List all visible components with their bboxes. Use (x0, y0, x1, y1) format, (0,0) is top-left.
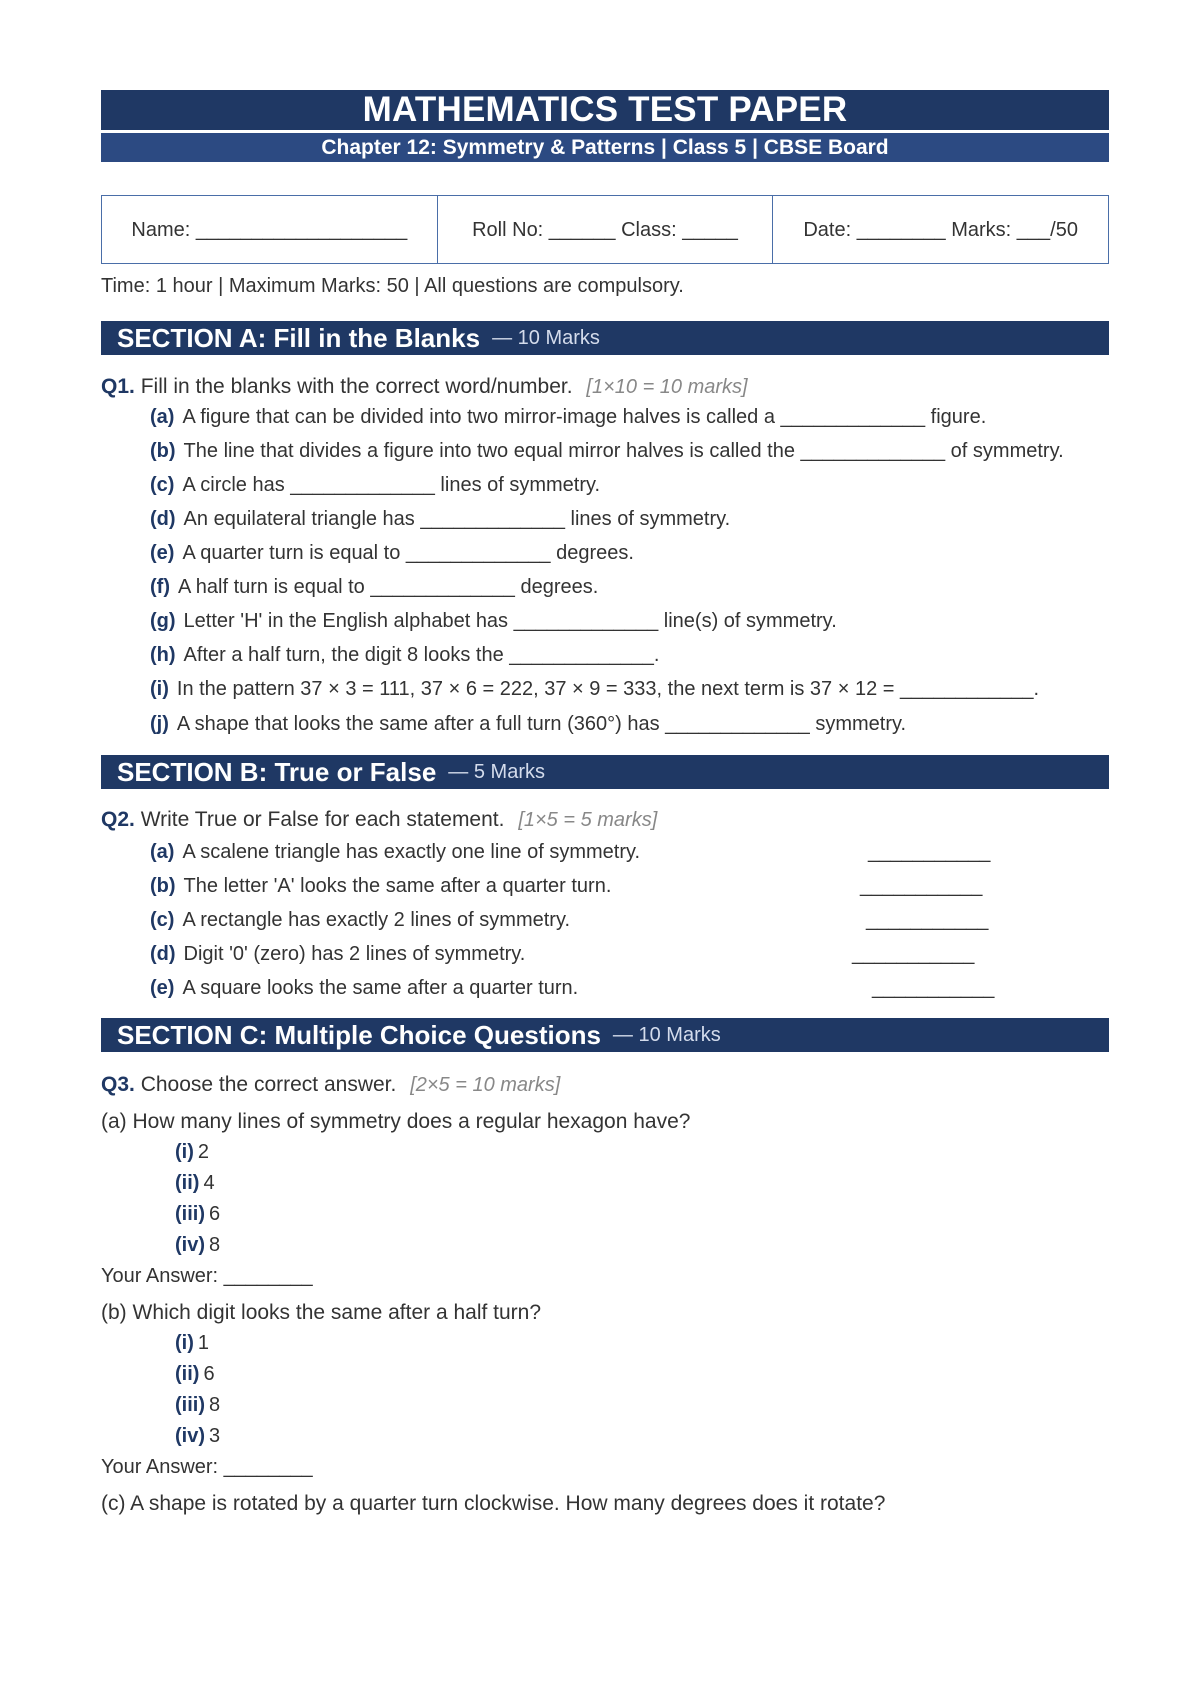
option-text: 1 (197, 1332, 210, 1354)
true-false-item (150, 908, 1109, 942)
section-a-title: SECTION A: Fill in the Blanks (117, 322, 481, 353)
true-false-item (150, 874, 1109, 908)
option-label: (iv) (175, 1425, 205, 1447)
item-text: An equilateral triangle has _____________ lines of symmetry. (183, 508, 731, 530)
your-answer-field[interactable]: Your Answer: ________ (101, 1265, 313, 1287)
fill-blank-item (150, 439, 1109, 464)
item-label: (b) (150, 875, 176, 897)
item-text: A square looks the same after a quarter turn. (182, 977, 579, 999)
option-text: 2 (197, 1141, 210, 1163)
fill-blank-item (150, 473, 1109, 498)
section-a-header (101, 321, 1109, 355)
paper-subtitle (101, 133, 1109, 162)
item-text: Digit '0' (zero) has 2 lines of symmetry. (183, 943, 526, 965)
item-label: (d) (150, 943, 176, 965)
mcq-question: (a) How many lines of symmetry does a regular hexagon have? (101, 1110, 691, 1133)
subtitle-text: Chapter 12: Symmetry & Patterns | Class 5 | CBSE Board (321, 135, 889, 159)
section-c-marks: — 10 Marks (612, 1023, 721, 1046)
question-number: Q2. (101, 808, 135, 831)
true-false-item (150, 976, 1109, 1010)
item-label: (b) (150, 440, 176, 462)
item-text: In the pattern 37 × 3 = 111, 37 × 6 = 222, 37 × 9 = 333, the next term is 37 × 12 = ____________. (176, 678, 1040, 700)
item-label: (a) (150, 841, 175, 863)
fill-blank-item (150, 609, 1109, 634)
true-false-item (150, 840, 1109, 874)
section-a-marks: — 10 Marks (492, 326, 600, 349)
question-text: Choose the correct answer. (140, 1073, 397, 1096)
mcq-option[interactable] (175, 1331, 1109, 1362)
question-1-heading (101, 375, 1109, 399)
question-1-items (101, 405, 1109, 737)
question-marks: [1×5 = 5 marks] (518, 809, 658, 831)
section-c-title: SECTION C: Multiple Choice Questions (117, 1019, 601, 1050)
roll-class-field[interactable]: Roll No: ______ Class: _____ (437, 196, 773, 264)
question-marks: [2×5 = 10 marks] (410, 1074, 561, 1096)
option-label: (ii) (175, 1172, 200, 1194)
item-label: (d) (150, 508, 176, 530)
mcq-question: (b) Which digit looks the same after a half turn? (101, 1301, 542, 1324)
fill-blank-item (150, 507, 1109, 532)
item-text: A rectangle has exactly 2 lines of symmetry. (182, 909, 571, 931)
item-text: A figure that can be divided into two mirror-image halves is called a _____________ figure. (182, 406, 987, 428)
question-marks: [1×10 = 10 marks] (586, 376, 748, 398)
option-label: (iii) (175, 1203, 205, 1225)
item-text: The letter 'A' looks the same after a quarter turn. (183, 875, 612, 897)
question-text: Fill in the blanks with the correct word/number. (140, 375, 573, 398)
mcq-option[interactable] (175, 1424, 1109, 1455)
item-label: (c) (150, 474, 175, 496)
question-3-heading (101, 1073, 1109, 1097)
instructions: Time: 1 hour | Maximum Marks: 50 | All questions are compulsory. (101, 275, 684, 297)
option-label: (ii) (175, 1363, 200, 1385)
item-text: A quarter turn is equal to _____________ degrees. (182, 542, 634, 564)
paper-title (101, 90, 1109, 130)
fill-blank-item (150, 677, 1109, 702)
mcq-option[interactable] (175, 1202, 1109, 1233)
fill-blank-item (150, 643, 1109, 668)
section-b-header (101, 755, 1109, 789)
fill-blank-item (150, 712, 1109, 737)
fill-blank-item (150, 575, 1109, 600)
answer-blank[interactable]: ___________ (860, 875, 983, 897)
option-label: (i) (175, 1332, 194, 1354)
mcq-option[interactable] (175, 1171, 1109, 1202)
option-text: 3 (209, 1425, 221, 1447)
item-text: The line that divides a figure into two equal mirror halves is called the _____________ of symmetry. (183, 440, 1064, 462)
answer-blank[interactable]: ___________ (868, 841, 991, 863)
option-text: 6 (203, 1363, 215, 1385)
option-label: (iv) (175, 1234, 205, 1256)
item-text: A half turn is equal to _____________ degrees. (177, 576, 599, 598)
name-field[interactable]: Name: ___________________ (102, 196, 438, 264)
option-text: 4 (203, 1172, 215, 1194)
section-b-marks: — 5 Marks (448, 760, 545, 783)
your-answer-field[interactable]: Your Answer: ________ (101, 1456, 313, 1478)
item-label: (a) (150, 406, 175, 428)
item-label: (j) (150, 713, 169, 735)
item-label: (e) (150, 977, 175, 999)
option-label: (i) (175, 1141, 194, 1163)
title-text: MATHEMATICS TEST PAPER (362, 90, 848, 129)
item-label: (e) (150, 542, 175, 564)
item-label: (h) (150, 644, 176, 666)
question-3-items (101, 1109, 1109, 1522)
date-marks-field[interactable]: Date: ________ Marks: ___/50 (773, 196, 1109, 264)
test-paper (101, 90, 1109, 1522)
mcq-option[interactable] (175, 1233, 1109, 1264)
question-2-items (101, 840, 1109, 1010)
question-2-heading (101, 808, 1109, 832)
item-text: A scalene triangle has exactly one line of symmetry. (182, 841, 641, 863)
item-text: After a half turn, the digit 8 looks the _____________. (183, 644, 660, 666)
mcq-option[interactable] (175, 1393, 1109, 1424)
option-text: 6 (209, 1203, 221, 1225)
question-text: Write True or False for each statement. (140, 808, 505, 831)
fill-blank-item (150, 405, 1109, 430)
item-text: A shape that looks the same after a full turn (360°) has _____________ symmetry. (176, 713, 907, 735)
mcq-question: (c) A shape is rotated by a quarter turn clockwise. How many degrees does it rotate? (101, 1492, 886, 1515)
fill-blank-item (150, 541, 1109, 566)
question-number: Q1. (101, 375, 135, 398)
section-c-header (101, 1018, 1109, 1052)
true-false-item (150, 942, 1109, 976)
answer-blank[interactable]: ___________ (852, 943, 975, 965)
question-number: Q3. (101, 1073, 135, 1096)
item-text: Letter 'H' in the English alphabet has _____________ line(s) of symmetry. (183, 610, 837, 632)
item-label: (g) (150, 610, 176, 632)
mcq-option[interactable] (175, 1140, 1109, 1171)
item-label: (f) (150, 576, 170, 598)
option-text: 8 (209, 1234, 221, 1256)
mcq-option[interactable] (175, 1362, 1109, 1393)
option-text: 8 (209, 1394, 221, 1416)
item-text: A circle has _____________ lines of symmetry. (182, 474, 601, 496)
answer-blank[interactable]: ___________ (866, 909, 989, 931)
item-label: (c) (150, 909, 175, 931)
answer-blank[interactable]: ___________ (872, 977, 995, 999)
section-b-title: SECTION B: True or False (117, 756, 437, 787)
student-info-table (101, 195, 1109, 264)
item-label: (i) (150, 678, 169, 700)
option-label: (iii) (175, 1394, 205, 1416)
